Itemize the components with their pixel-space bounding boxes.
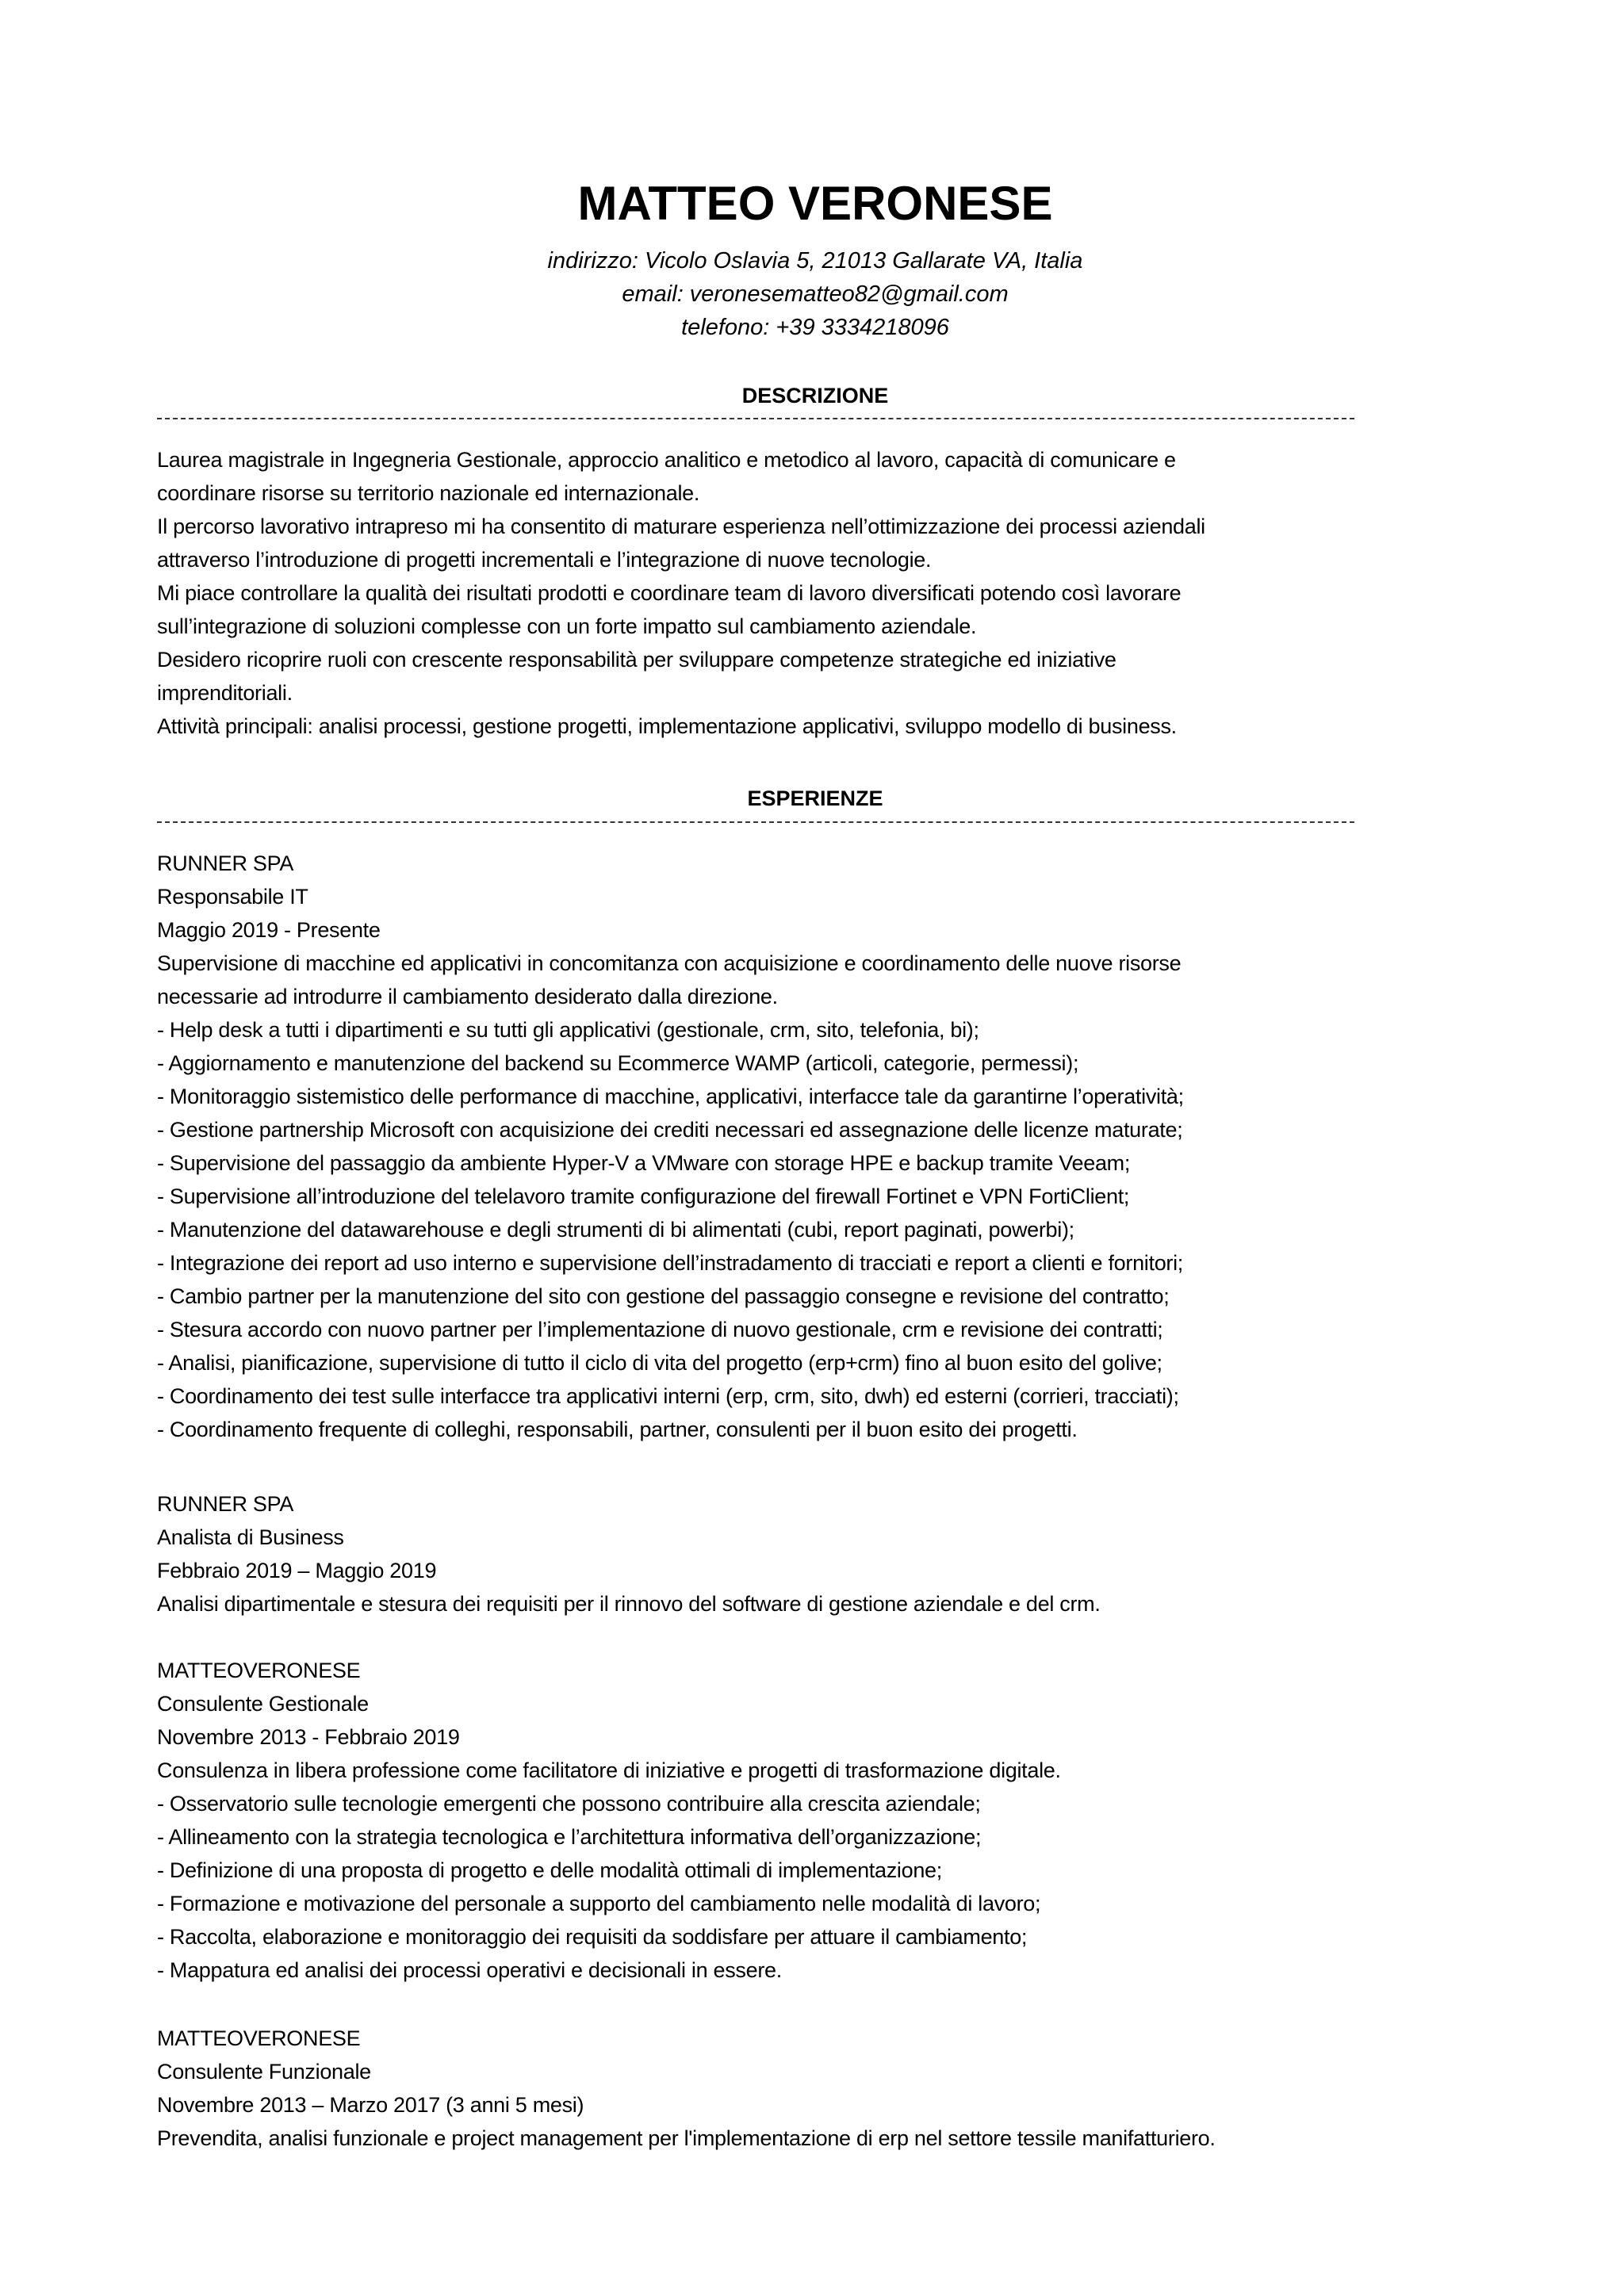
experience-line: - Gestione partnership Microsoft con acquisizione dei crediti necessari ed assegnazione delle licenze maturate; (157, 1118, 1183, 1142)
section-title-esperienze: ESPERIENZE (747, 786, 883, 810)
experience-line: Consulenza in libera professione come facilitatore di iniziative e progetti di trasformazione digitale. (157, 1758, 1061, 1782)
experience-line: - Cambio partner per la manutenzione del sito con gestione del passaggio consegne e revisione del contratto; (157, 1284, 1170, 1308)
experience-line: Consulente Funzionale (157, 2060, 371, 2084)
experience-line: Novembre 2013 - Febbraio 2019 (157, 1725, 460, 1749)
experience-line: RUNNER SPA (157, 1492, 294, 1516)
experience-line: necessarie ad introdurre il cambiamento desiderato dalla direzione. (157, 985, 778, 1008)
experience-line: - Help desk a tutti i dipartimenti e su tutti gli applicativi (gestionale, crm, sito, telefonia, bi); (157, 1018, 979, 1042)
experience-line: - Integrazione dei report ad uso interno e supervisione dell’instradamento di tracciati e report a clienti e fornitori; (157, 1251, 1184, 1275)
experience-line: - Analisi, pianificazione, supervisione di tutto il ciclo di vita del progetto (erp+crm) fino al buon esito del golive; (157, 1351, 1162, 1375)
descrizione-text (157, 443, 1473, 743)
experience-entry (157, 1654, 1473, 1987)
section-divider (157, 821, 1354, 823)
experience-line: - Coordinamento dei test sulle interfacce tra applicativi interni (erp, crm, sito, dwh) ed esterni (corrieri, tracciati); (157, 1384, 1179, 1408)
experience-entry (157, 847, 1473, 1446)
experience-line: Supervisione di macchine ed applicativi in concomitanza con acquisizione e coordinamento delle nuove risorse (157, 951, 1182, 975)
experience-line: Maggio 2019 - Presente (157, 918, 381, 942)
section-title-descrizione: DESCRIZIONE (741, 384, 889, 408)
descrizione-line: Laurea magistrale in Ingegneria Gestionale, approccio analitico e metodico al lavoro, capacità di comunicare e (157, 448, 1176, 472)
experience-line: - Stesura accordo con nuovo partner per l’implementazione di nuovo gestionale, crm e revisione dei contratti; (157, 1318, 1163, 1341)
experience-line: - Definizione di una proposta di progetto e delle modalità ottimali di implementazione; (157, 1858, 942, 1882)
experience-line: Analista di Business (157, 1525, 344, 1549)
experience-line: MATTEOVERONESE (157, 1659, 361, 1682)
experience-line: Responsabile IT (157, 885, 308, 909)
section-divider (157, 418, 1354, 419)
address-line: indirizzo: Vicolo Oslavia 5, 21013 Gallarate VA, Italia (547, 248, 1083, 274)
descrizione-line: Mi piace controllare la qualità dei risultati prodotti e coordinare team di lavoro diversificati potendo così lavorare (157, 581, 1182, 605)
email-line: email: veronesematteo82@gmail.com (622, 281, 1009, 307)
experience-line: - Manutenzione del datawarehouse e degli strumenti di bi alimentati (cubi, report paginati, powerbi); (157, 1218, 1074, 1242)
experience-line: - Raccolta, elaborazione e monitoraggio dei requisiti da soddisfare per attuare il cambiamento; (157, 1925, 1028, 1949)
experience-line: - Monitoraggio sistemistico delle performance di macchine, applicativi, interfacce tale da garantirne l’operatività; (157, 1085, 1184, 1108)
experience-line: Prevendita, analisi funzionale e project management per l'implementazione di erp nel settore tessile manifatturiero. (157, 2126, 1216, 2150)
experience-line: - Formazione e motivazione del personale a supporto del cambiamento nelle modalità di lavoro; (157, 1892, 1041, 1915)
descrizione-line: imprenditoriali. (157, 681, 293, 705)
experience-entry (157, 2022, 1473, 2155)
experience-line: - Supervisione all’introduzione del telelavoro tramite configurazione del firewall Fortinet e VPN FortiClient; (157, 1184, 1130, 1208)
experience-line: - Coordinamento frequente di colleghi, responsabili, partner, consulenti per il buon esito dei progetti. (157, 1418, 1078, 1441)
experience-line: MATTEOVERONESE (157, 2026, 361, 2050)
descrizione-line: Attività principali: analisi processi, gestione progetti, implementazione applicativi, sviluppo modello di business. (157, 714, 1177, 738)
experience-line: - Osservatorio sulle tecnologie emergenti che possono contribuire alla crescita aziendale; (157, 1792, 981, 1816)
experience-line: - Aggiornamento e manutenzione del backend su Ecommerce WAMP (articoli, categorie, permessi); (157, 1051, 1079, 1075)
descrizione-line: Il percorso lavorativo intrapreso mi ha consentito di maturare esperienza nell’ottimizzazione dei processi aziendali (157, 515, 1205, 538)
experience-line: Febbraio 2019 – Maggio 2019 (157, 1559, 437, 1582)
descrizione-line: attraverso l’introduzione di progetti incrementali e l’integrazione di nuove tecnologie. (157, 548, 932, 572)
descrizione-line: Desidero ricoprire ruoli con crescente responsabilità per sviluppare competenze strategiche ed iniziative (157, 648, 1116, 672)
experience-line: RUNNER SPA (157, 851, 294, 875)
candidate-name: MATTEO VERONESE (577, 177, 1053, 230)
experience-line: - Allineamento con la strategia tecnologica e l’architettura informativa dell’organizzazione; (157, 1825, 982, 1849)
experience-line: - Mappatura ed analisi dei processi operativi e decisionali in essere. (157, 1958, 782, 1982)
phone-line: telefono: +39 3334218096 (681, 315, 949, 340)
experience-line: Consulente Gestionale (157, 1692, 369, 1716)
descrizione-line: coordinare risorse su territorio nazionale ed internazionale. (157, 481, 700, 505)
descrizione-line: sull’integrazione di soluzioni complesse con un forte impatto sul cambiamento aziendale. (157, 614, 977, 638)
experience-line: - Supervisione del passaggio da ambiente Hyper-V a VMware con storage HPE e backup tramite Veeam; (157, 1151, 1131, 1175)
experience-line: Analisi dipartimentale e stesura dei requisiti per il rinnovo del software di gestione aziendale e del crm. (157, 1592, 1101, 1616)
experience-line: Novembre 2013 – Marzo 2017 (3 anni 5 mesi) (157, 2093, 584, 2117)
experience-entry (157, 1487, 1473, 1621)
